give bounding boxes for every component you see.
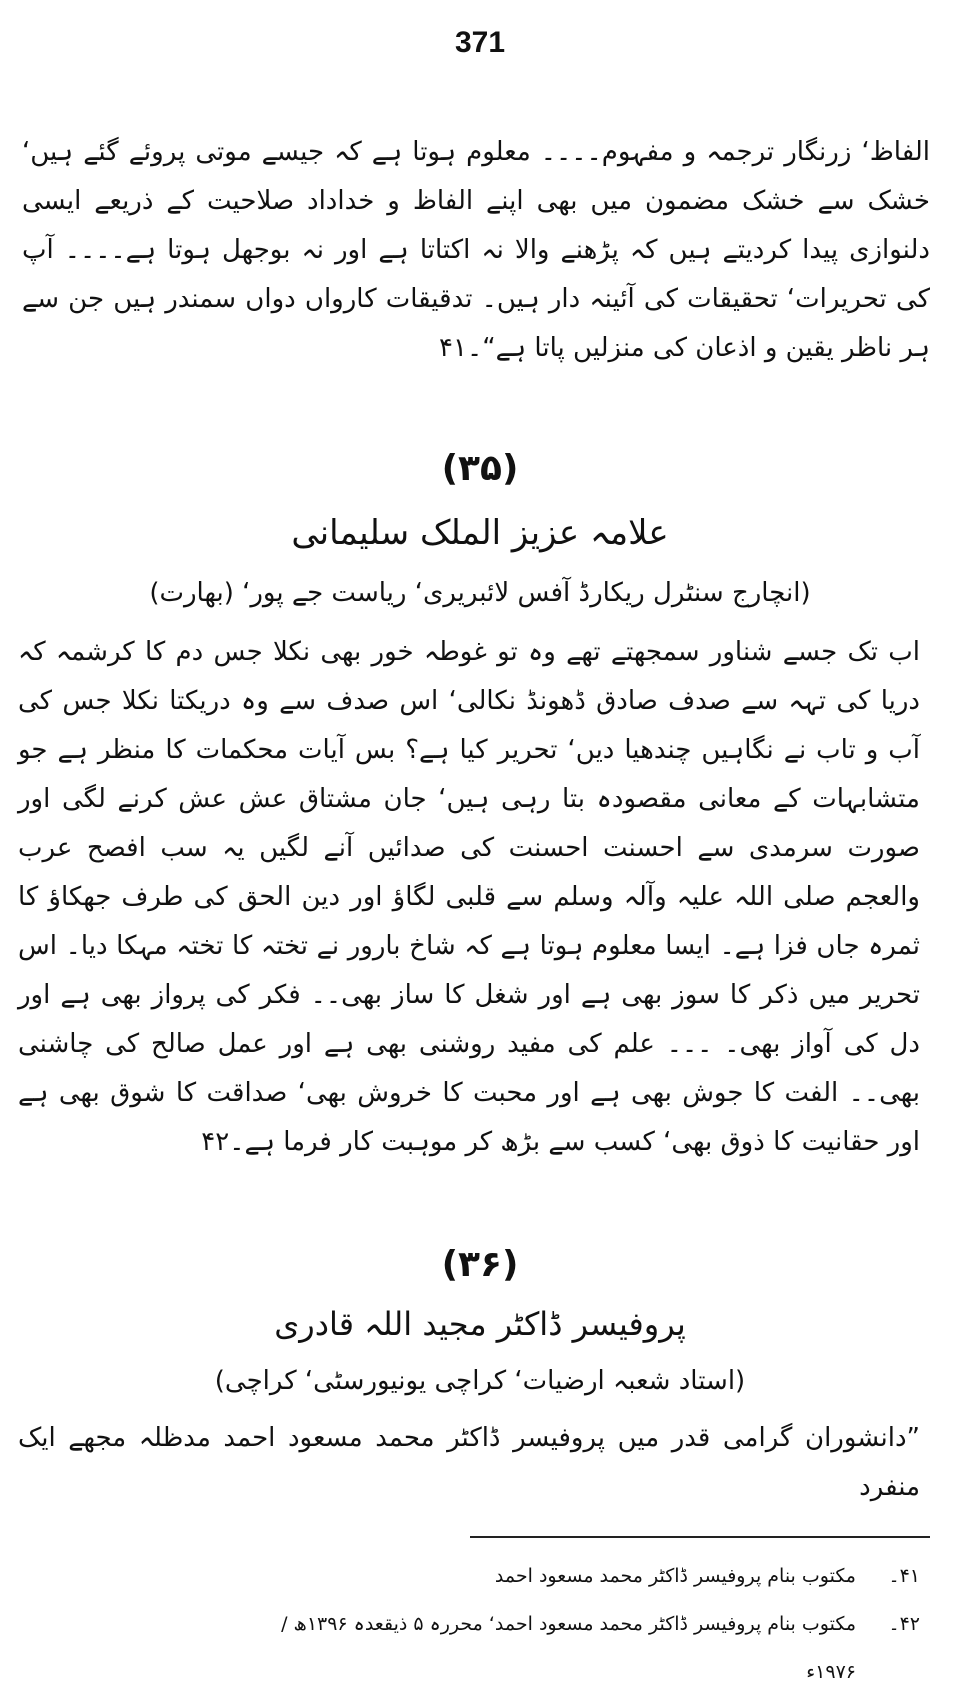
footnote-42 [240, 1600, 920, 1696]
entry-number: (۳۶) [441, 1244, 519, 1285]
entry-name: علامہ عزیز الملک سلیمانی [291, 513, 669, 553]
footnote-text: مکتوب بنام پروفیسر ڈاکٹر محمد مسعود احمد‘ محررہ ۵ ذیقعدہ ۱۳۹۶ھ / ۱۹۷۶ء [281, 1613, 856, 1683]
footnote-number: ۴۲۔ [888, 1613, 920, 1635]
entry-text: ”دانشوران گرامی قدر میں پروفیسر ڈاکٹر محمد مسعود احمد مدظلہ مجھے ایک منفرد [18, 1423, 920, 1502]
entry-number: (۳۵) [441, 448, 519, 489]
footnote-text: مکتوب بنام پروفیسر ڈاکٹر محمد مسعود احمد [494, 1565, 856, 1587]
footnote-rule [470, 1536, 930, 1538]
entry-name: پروفیسر ڈاکٹر مجید اللہ قادری [274, 1305, 686, 1343]
footnote-number: ۴۱۔ [888, 1565, 920, 1587]
entry-role: (انچارج سنٹرل ریکارڈ آفس لائبریری‘ ریاست جے پور‘ (بھارت) [149, 578, 811, 608]
entry-text: اب تک جسے شناور سمجھتے تھے وہ تو غوطہ خور بھی نکلا جس دم کا کرشمہ کہ دریا کی تہہ سے صدف صادق ڈھونڈ نکالی‘ اس صدف سے وہ دریکتا نکلا جس کی آب و تاب نے نگاہیں چندھیا دیں‘ تحریر کیا ہے؟ بس آیات محکمات کا منظر ہے جو متشابہات کے معانی مقصودہ بتا رہی ہیں‘ جان مشتاق عش عش کرنے لگی اور صورت سرمدی سے احسنت احسنت کی صدائیں آنے لگیں یہ سب افصح عرب والعجم صلی اللہ علیہ وآلہ وسلم سے قلبی لگاؤ اور دین الحق کی طرف جھکاؤ کا ثمرہ جاں فزا ہے۔ ایسا معلوم ہوتا ہے کہ شاخ بارور نے تختہ کا تختہ مہکا دیا۔ اس تحریر میں ذکر کا سوز بھی ہے اور شغل کا ساز بھی۔۔ فکر کی پرواز بھی ہے اور دل کی آواز بھی۔ ۔۔۔ علم کی مفید روشنی بھی ہے اور عمل صالح کی چاشنی بھی۔۔ الفت کا جوش بھی ہے اور محبت کا خروش بھی‘ صداقت کا شوق بھی ہے اور حقانیت کا ذوق بھی‘ کسب سے بڑھ کر موہبت کار فرما ہے۔۴۲ [18, 637, 920, 1157]
intro-paragraph: الفاظ‘ زرنگار ترجمہ و مفہوم۔۔۔۔ معلوم ہوتا ہے کہ جیسے موتی پروئے گئے ہیں‘ خشک سے خشک مضمون میں بھی اپنے الفاظ و خداداد صلاحیت کے ذریعے ایسی دلنوازی پیدا کردیتے ہیں کہ پڑھنے والا نہ اکتاتا ہے اور نہ بوجھل ہوتا ہے۔۔۔۔ آپ کی تحریرات‘ تحقیقات کی آئینہ دار ہیں۔ تدقیقات کارواں دواں سمندر ہیں جن سے ہر ناظر یقین و اذعان کی منزلیں پاتا ہے“۔۴۱ [22, 137, 931, 363]
entry-role: (استاد شعبہ ارضیات‘ کراچی یونیورسٹی‘ کراچی) [214, 1366, 746, 1396]
footnote-41 [240, 1552, 920, 1600]
page-number: 371 [454, 26, 506, 59]
footnotes [240, 1552, 920, 1696]
